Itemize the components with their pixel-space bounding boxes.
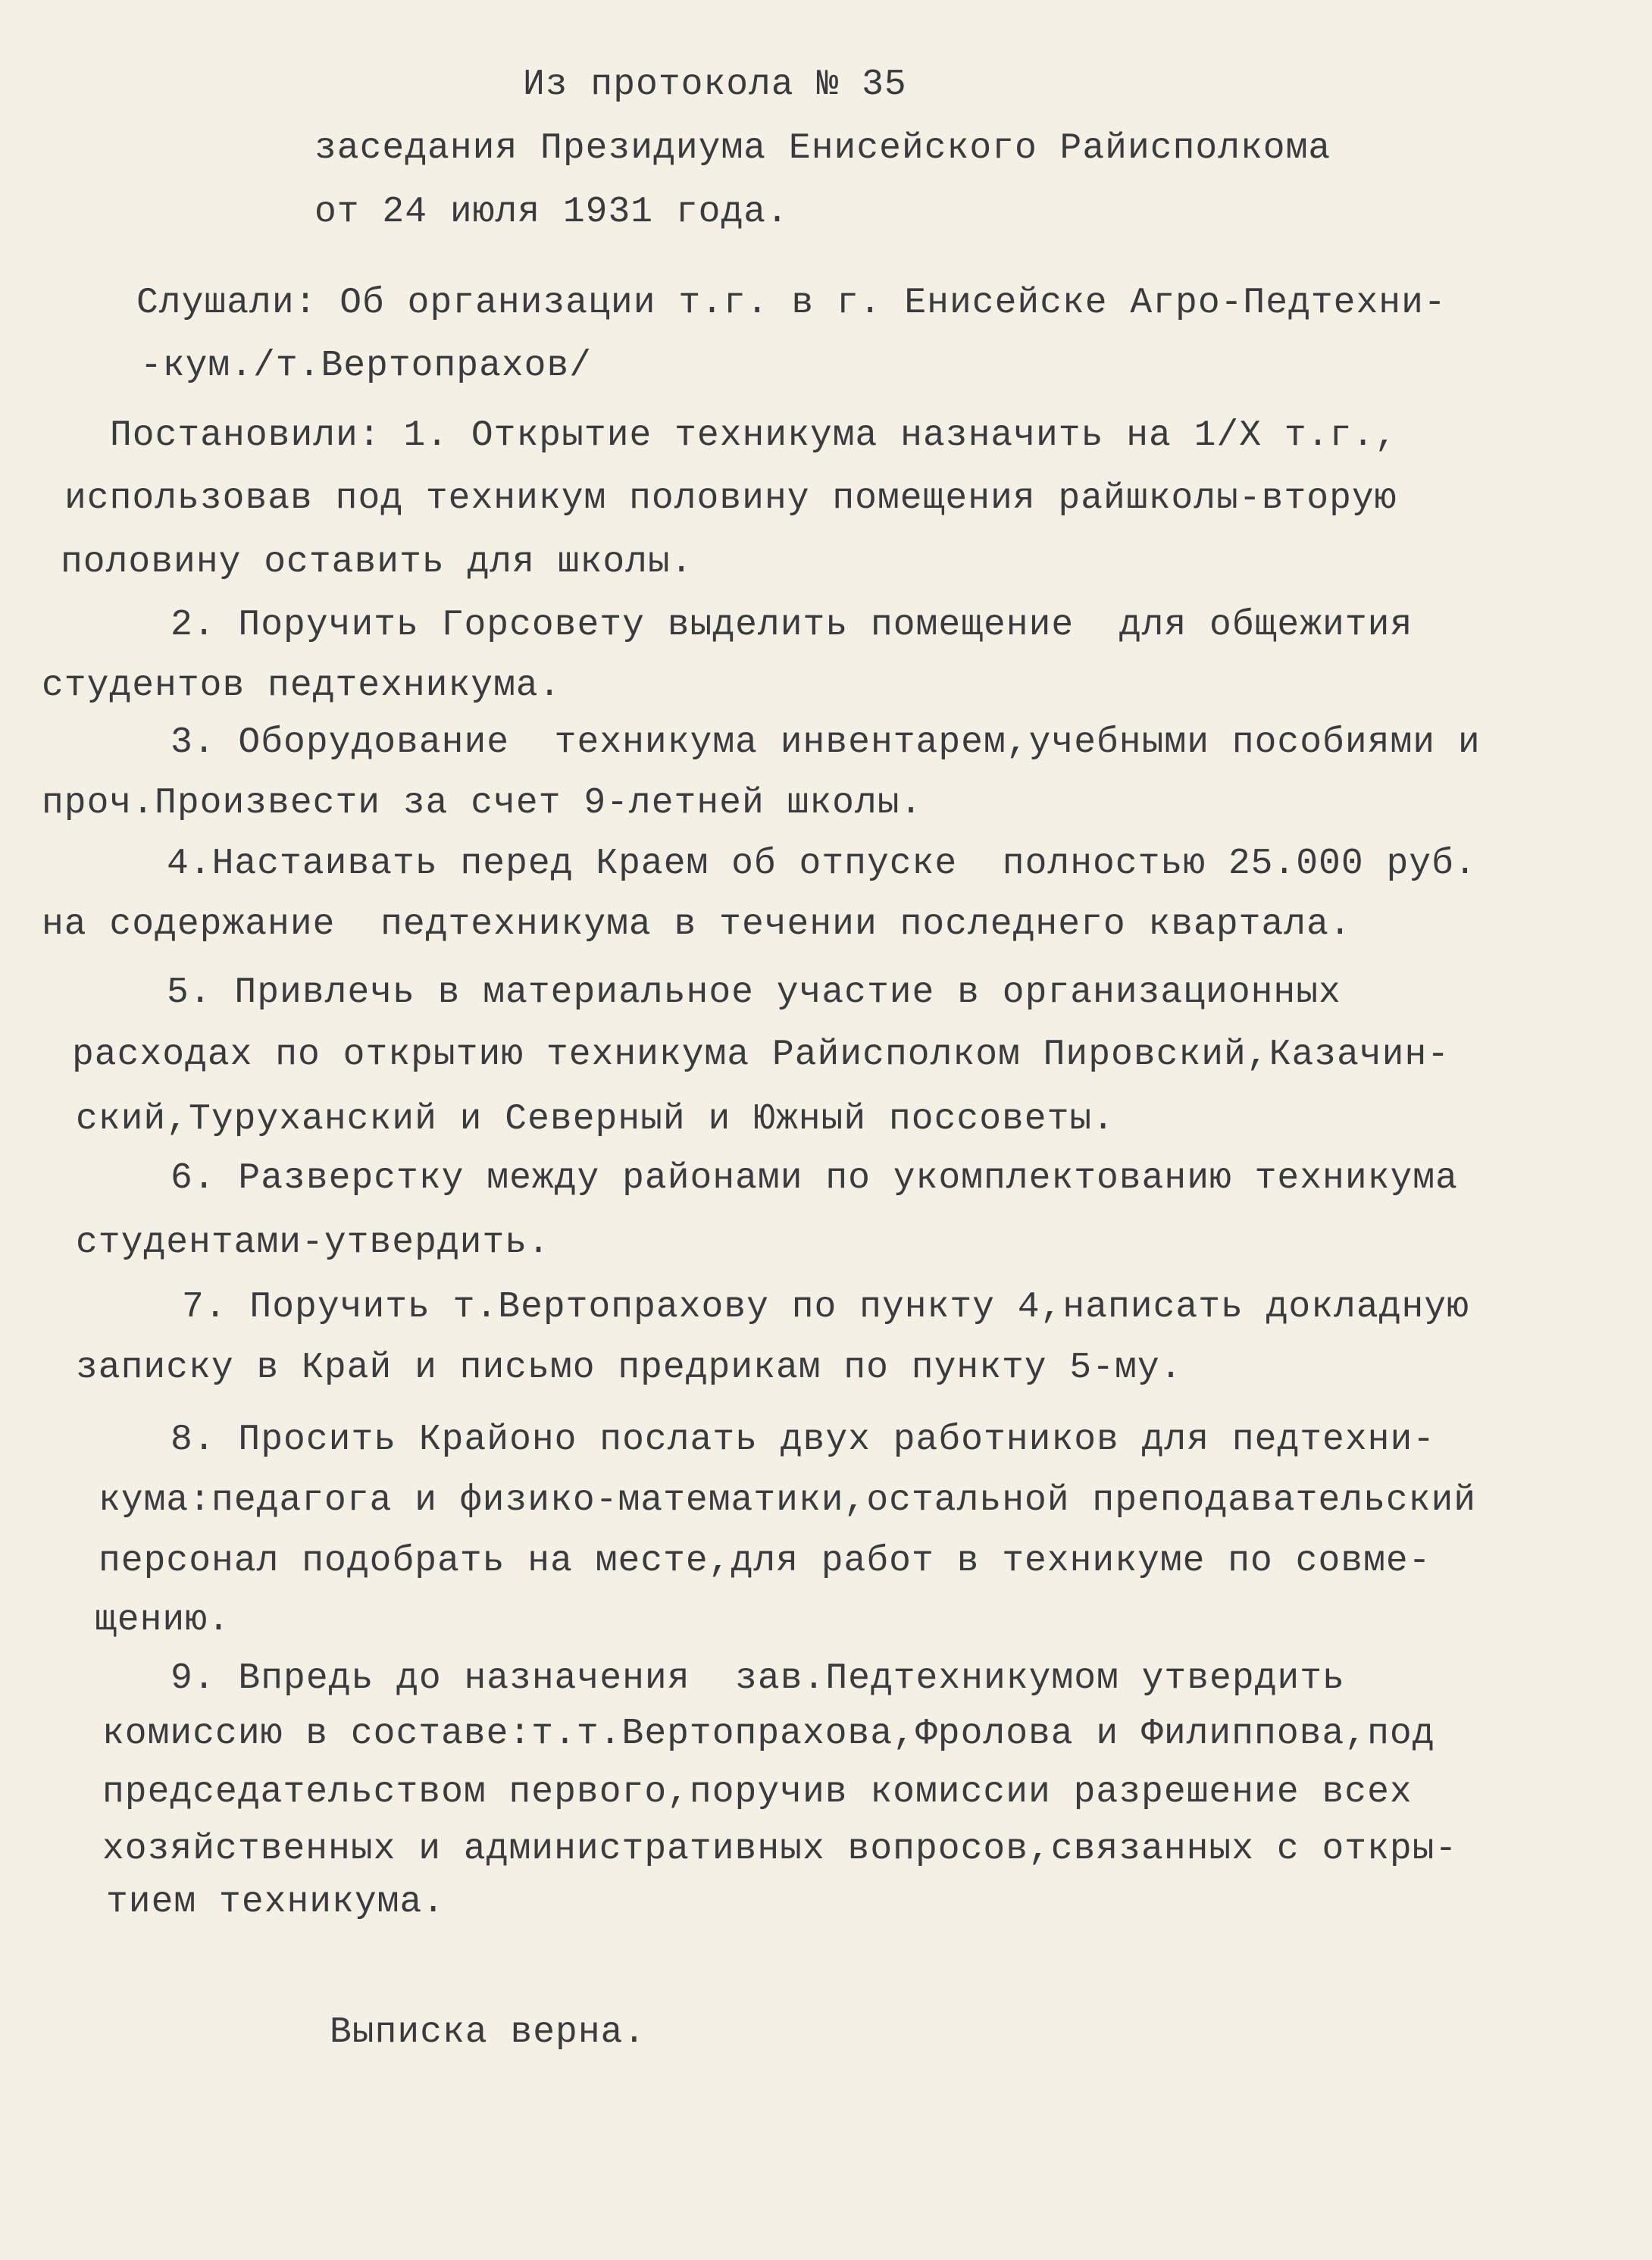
resolution-line: 4.Настаивать перед Краем об отпуске полностью 25.000 руб. xyxy=(167,844,1477,884)
certification-note: Выписка верна. xyxy=(330,2012,646,2053)
resolution-line: 7. Поручить т.Вертопрахову по пункту 4,написать докладную xyxy=(182,1287,1469,1328)
resolution-line: 3. Оборудование техникума инвентарем,учебными пособиями и xyxy=(171,722,1481,763)
document-title: Из протокола № 35 xyxy=(523,64,907,105)
resolution-line: 2. Поручить Горсовету выделить помещение для общежития xyxy=(171,605,1413,646)
resolution-line: щению. xyxy=(95,1600,230,1641)
resolution-line: студентами-утвердить. xyxy=(76,1222,550,1263)
resolution-line: 9. Впредь до назначения зав.Педтехникумом утвердить xyxy=(171,1658,1345,1699)
resolution-line: половину оставить для школы. xyxy=(61,542,693,583)
document-date: от 24 июля 1931 года. xyxy=(314,192,789,233)
resolution-line: на содержание педтехникума в течении последнего квартала. xyxy=(42,904,1352,945)
resolution-line: тием техникума. xyxy=(106,1882,446,1923)
resolution-line: 6. Разверстку между районами по укомплектованию техникума xyxy=(171,1158,1458,1199)
resolution-line: 5. Привлечь в материальное участие в организационных xyxy=(167,972,1341,1013)
resolution-line: персонал подобрать на месте,для работ в техникуме по совме- xyxy=(99,1541,1431,1582)
resolution-line: хозяйственных и административных вопросов,связанных с откры- xyxy=(102,1829,1458,1870)
heard-line: Слушали: Об организации т.г. в г. Енисейске Агро-Педтехни- xyxy=(136,283,1447,324)
resolution-line: использовав под техникум половину помещения райшколы-вторую xyxy=(64,478,1397,519)
resolution-line: расходах по открытию техникума Райисполком Пировский,Казачин- xyxy=(72,1035,1450,1075)
resolution-line: комиссию в составе:т.т.Вертопрахова,Фролова и Филиппова,под xyxy=(102,1714,1435,1754)
resolution-line: 8. Просить Крайоно послать двух работников для педтехни- xyxy=(171,1420,1436,1460)
resolution-line: Постановили: 1. Открытие техникума назначить на 1/Х т.г., xyxy=(110,415,1397,456)
resolution-line: кума:педагога и физико-математики,остальной преподавательский xyxy=(99,1480,1477,1521)
heard-line: -кум./т.Вертопрахов/ xyxy=(140,346,593,387)
document-subtitle: заседания Президиума Енисейского Райисполкома xyxy=(314,128,1331,169)
resolution-line: записку в Край и письмо предрикам по пункту 5-му. xyxy=(76,1348,1183,1388)
resolution-line: проч.Произвести за счет 9-летней школы. xyxy=(42,783,923,824)
resolution-line: председательством первого,поручив комиссии разрешение всех xyxy=(102,1772,1413,1813)
resolution-line: студентов педтехникума. xyxy=(42,665,562,706)
resolution-line: ский,Туруханский и Северный и Южный поссоветы. xyxy=(76,1099,1115,1140)
